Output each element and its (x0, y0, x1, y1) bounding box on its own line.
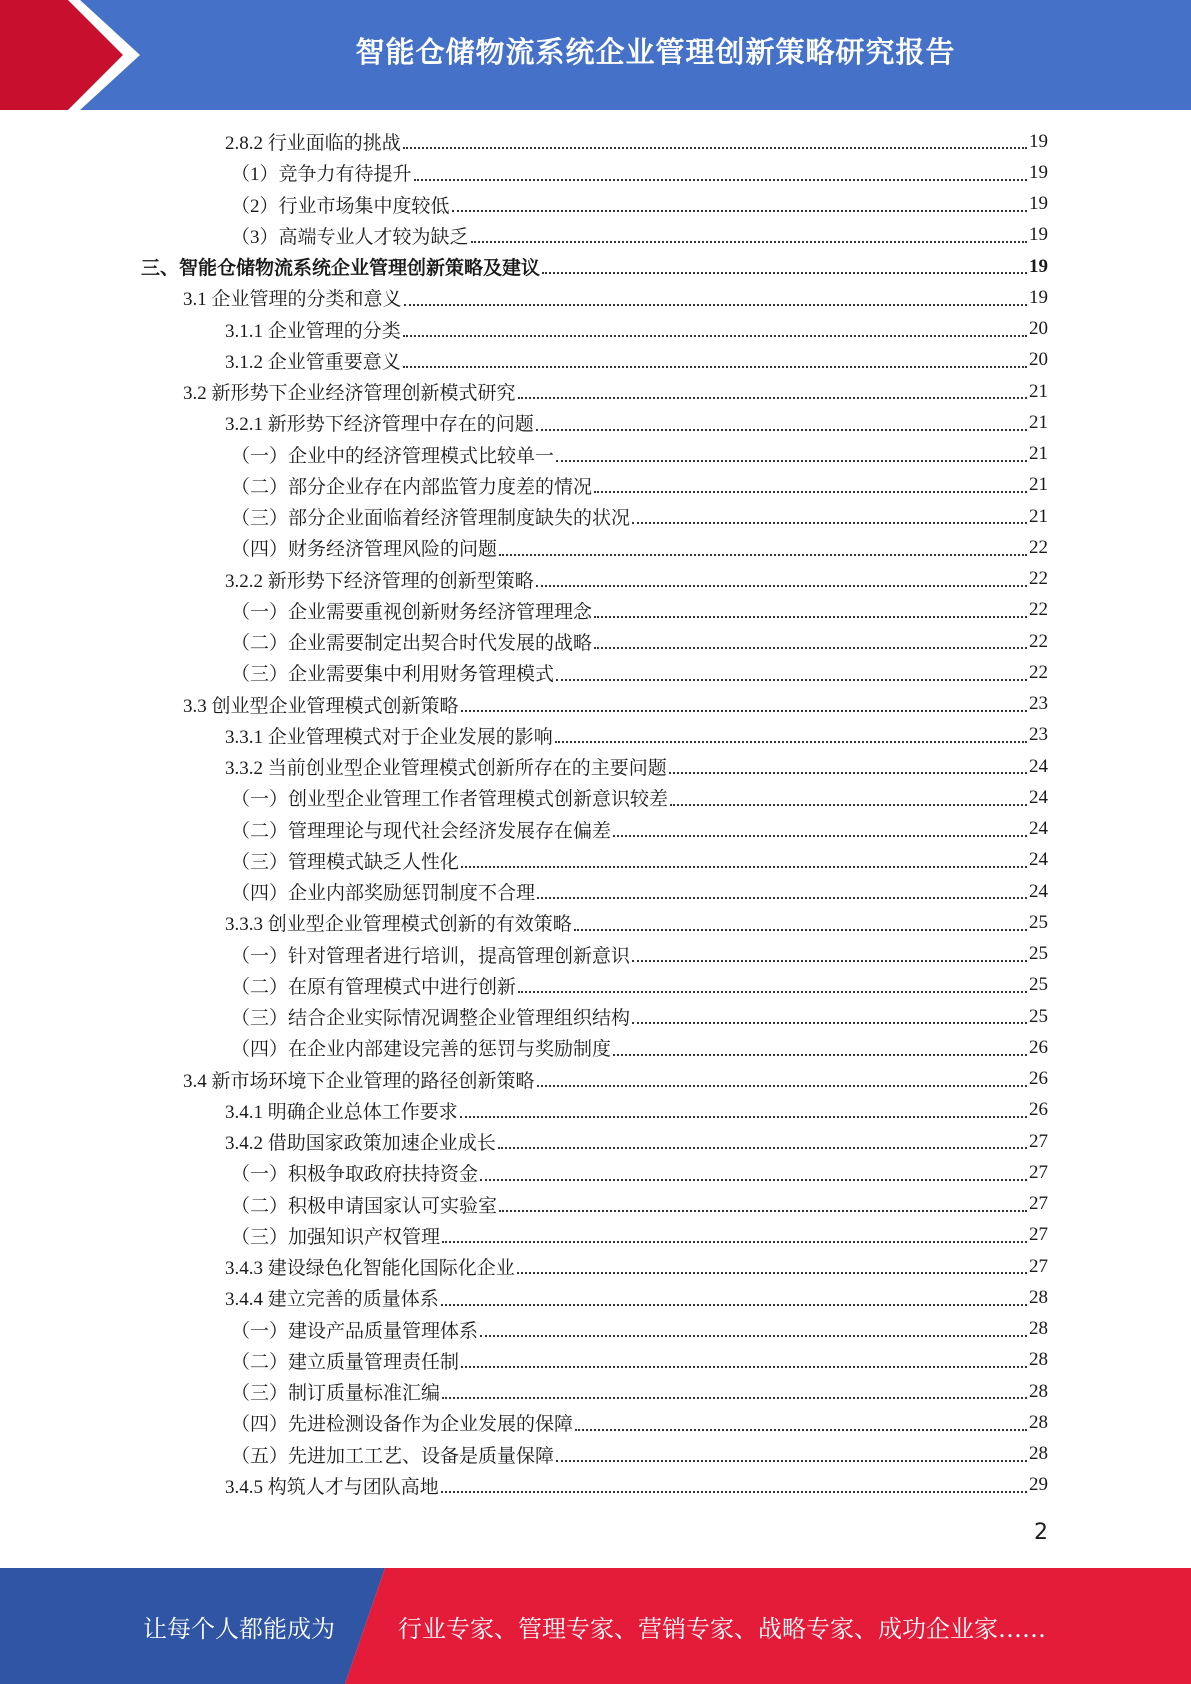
toc-dot-leader (499, 554, 1027, 556)
toc-dot-leader (669, 772, 1027, 774)
toc-dot-leader (480, 1335, 1027, 1337)
toc-entry-title: （一）企业中的经济管理模式比较单一 (231, 445, 555, 467)
toc-dot-leader (542, 272, 1027, 274)
toc-entry[interactable] (141, 1001, 1048, 1032)
toc-entry[interactable] (141, 1376, 1048, 1407)
toc-entry[interactable] (141, 1345, 1048, 1376)
toc-entry[interactable] (141, 1157, 1048, 1188)
toc-entry-page: 24 (1029, 849, 1048, 871)
toc-entry-page: 27 (1029, 1130, 1048, 1152)
toc-dot-leader (670, 804, 1027, 806)
toc-entry-page: 23 (1029, 693, 1048, 715)
toc-entry-title: 三、智能仓储物流系统企业管理创新策略及建议 (141, 258, 541, 280)
toc-entry-title: （一）积极争取政府扶持资金 (231, 1164, 479, 1186)
toc-dot-leader (461, 710, 1027, 712)
toc-entry[interactable] (141, 126, 1048, 157)
toc-entry-page: 25 (1029, 1005, 1048, 1027)
toc-dot-leader (403, 366, 1027, 368)
toc-entry-title: （四）先进检测设备作为企业发展的保障 (231, 1414, 574, 1436)
toc-entry-page: 27 (1029, 1224, 1048, 1246)
toc-entry-page: 28 (1029, 1349, 1048, 1371)
toc-entry-page: 25 (1029, 974, 1048, 996)
toc-entry-title: 3.2.1 新形势下经济管理中存在的问题 (225, 414, 534, 436)
toc-entry-page: 22 (1029, 599, 1048, 621)
toc-entry[interactable] (141, 782, 1048, 813)
toc-entry[interactable] (141, 720, 1048, 751)
toc-entry[interactable] (141, 1470, 1048, 1501)
toc-entry-page: 19 (1029, 193, 1048, 215)
toc-entry-page: 21 (1029, 443, 1048, 465)
document-title: 智能仓储物流系统企业管理创新策略研究报告 (355, 34, 956, 69)
toc-entry-title: 2.8.2 行业面临的挑战 (225, 133, 401, 155)
toc-entry-title: （二）部分企业存在内部监管力度差的情况 (231, 476, 593, 498)
toc-entry-page: 24 (1029, 880, 1048, 902)
toc-entry[interactable] (141, 845, 1048, 876)
page-header (0, 0, 1191, 110)
toc-entry-title: （三）部分企业面临着经济管理制度缺失的状况 (231, 508, 631, 530)
toc-dot-leader (555, 741, 1027, 743)
toc-entry[interactable] (141, 470, 1048, 501)
toc-entry[interactable] (141, 157, 1048, 188)
toc-entry-page: 24 (1029, 786, 1048, 808)
toc-dot-leader (403, 335, 1027, 337)
toc-entry-page: 22 (1029, 661, 1048, 683)
toc-entry-title: （一）建设产品质量管理体系 (231, 1320, 479, 1342)
toc-entry[interactable] (141, 532, 1048, 563)
toc-entry-page: 20 (1029, 318, 1048, 340)
toc-dot-leader (537, 897, 1027, 899)
toc-dot-leader (613, 1054, 1027, 1056)
toc-entry-page: 28 (1029, 1443, 1048, 1465)
toc-dot-leader (452, 210, 1027, 212)
toc-dot-leader (594, 491, 1027, 493)
toc-entry[interactable] (141, 1439, 1048, 1470)
toc-entry-page: 19 (1029, 286, 1048, 308)
footer-slogan-right: 行业专家、管理专家、营销专家、战略专家、成功企业家…… (398, 1614, 1046, 1643)
toc-entry[interactable] (141, 345, 1048, 376)
toc-entry[interactable] (141, 189, 1048, 220)
toc-entry-title: （2）行业市场集中度较低 (231, 195, 450, 217)
toc-entry[interactable] (141, 501, 1048, 532)
toc-entry-page: 24 (1029, 755, 1048, 777)
toc-entry-page: 28 (1029, 1286, 1048, 1308)
toc-dot-leader (556, 679, 1027, 681)
toc-dot-leader (442, 1241, 1027, 1243)
toc-entry[interactable] (141, 626, 1048, 657)
toc-entry[interactable] (141, 1251, 1048, 1282)
toc-entry[interactable] (141, 314, 1048, 345)
toc-dot-leader (441, 1491, 1027, 1493)
toc-entry-title: （五）先进加工工艺、设备是质量保障 (231, 1445, 555, 1467)
toc-dot-leader (461, 1366, 1027, 1368)
toc-entry-page: 28 (1029, 1380, 1048, 1402)
toc-entry-title: （三）管理模式缺乏人性化 (231, 851, 460, 873)
toc-entry-title: 3.4.3 建设绿色化智能化国际化企业 (225, 1258, 515, 1280)
toc-dot-leader (441, 1304, 1027, 1306)
toc-dot-leader (461, 866, 1027, 868)
toc-entry[interactable] (141, 1189, 1048, 1220)
toc-entry-page: 28 (1029, 1318, 1048, 1340)
toc-dot-leader (632, 522, 1027, 524)
toc-entry-page: 21 (1029, 505, 1048, 527)
toc-entry[interactable] (141, 1314, 1048, 1345)
toc-entry-title: （三）加强知识产权管理 (231, 1226, 441, 1248)
toc-entry-title: 3.3.2 当前创业型企业管理模式创新所存在的主要问题 (225, 758, 667, 780)
toc-dot-leader (536, 429, 1027, 431)
toc-entry-page: 25 (1029, 911, 1048, 933)
toc-entry-title: 3.4.1 明确企业总体工作要求 (225, 1101, 458, 1123)
toc-entry-title: （四）财务经济管理风险的问题 (231, 539, 498, 561)
toc-entry-page: 26 (1029, 1068, 1048, 1090)
toc-dot-leader (518, 991, 1027, 993)
toc-entry-page: 27 (1029, 1161, 1048, 1183)
toc-entry-page: 22 (1029, 568, 1048, 590)
toc-dot-leader (460, 1116, 1027, 1118)
toc-entry-page: 20 (1029, 349, 1048, 371)
toc-dot-leader (536, 585, 1027, 587)
toc-dot-leader (632, 1022, 1027, 1024)
toc-dot-leader (556, 1460, 1027, 1462)
toc-dot-leader (537, 1085, 1027, 1087)
toc-entry-title: 3.3.3 创业型企业管理模式创新的有效策略 (225, 914, 572, 936)
toc-entry-page: 27 (1029, 1255, 1048, 1277)
toc-entry-title: （三）企业需要集中利用财务管理模式 (231, 664, 555, 686)
toc-entry-title: （3）高端专业人才较为缺乏 (231, 226, 469, 248)
toc-entry-page: 22 (1029, 630, 1048, 652)
toc-entry-title: 3.3.1 企业管理模式对于企业发展的影响 (225, 726, 553, 748)
toc-entry-page: 21 (1029, 380, 1048, 402)
toc-entry-title: （一）企业需要重视创新财务经济管理理念 (231, 601, 593, 623)
toc-entry-title: （四）企业内部奖励惩罚制度不合理 (231, 883, 536, 905)
toc-dot-leader (575, 1429, 1027, 1431)
header-chevron-decoration (0, 0, 150, 110)
toc-entry[interactable] (141, 907, 1048, 938)
toc-entry-page: 19 (1029, 161, 1048, 183)
toc-entry-title: 3.1.2 企业管重要意义 (225, 351, 401, 373)
toc-entry-page: 28 (1029, 1411, 1048, 1433)
toc-entry-title: （二）管理理论与现代社会经济发展存在偏差 (231, 820, 612, 842)
toc-entry[interactable] (141, 1095, 1048, 1126)
toc-dot-leader (442, 1397, 1027, 1399)
toc-dot-leader (499, 1210, 1027, 1212)
toc-entry-page: 24 (1029, 818, 1048, 840)
toc-entry-title: （三）结合企业实际情况调整企业管理组织结构 (231, 1008, 631, 1030)
toc-dot-leader (404, 304, 1027, 306)
toc-entry-title: 3.3 创业型企业管理模式创新策略 (183, 695, 459, 717)
toc-entry[interactable] (141, 970, 1048, 1001)
toc-entry[interactable] (141, 1220, 1048, 1251)
toc-dot-leader (414, 179, 1027, 181)
toc-entry-page: 26 (1029, 1036, 1048, 1058)
toc-entry-page: 19 (1029, 255, 1048, 277)
toc-entry-page: 21 (1029, 474, 1048, 496)
toc-entry-page: 25 (1029, 943, 1048, 965)
toc-dot-leader (498, 1147, 1027, 1149)
toc-entry-page: 29 (1029, 1474, 1048, 1496)
toc-entry-title: 3.4 新市场环境下企业管理的路径创新策略 (183, 1070, 535, 1092)
toc-dot-leader (480, 1179, 1027, 1181)
toc-entry[interactable] (141, 220, 1048, 251)
toc-entry[interactable] (141, 939, 1048, 970)
toc-entry[interactable] (141, 1407, 1048, 1438)
toc-dot-leader (403, 147, 1027, 149)
toc-entry[interactable] (141, 439, 1048, 470)
toc-entry-title: 3.4.5 构筑人才与团队高地 (225, 1476, 439, 1498)
toc-entry-title: 3.2 新形势下企业经济管理创新模式研究 (183, 383, 516, 405)
toc-dot-leader (518, 397, 1027, 399)
toc-entry-page: 26 (1029, 1099, 1048, 1121)
toc-entry[interactable] (141, 689, 1048, 720)
toc-entry-title: 3.4.2 借助国家政策加速企业成长 (225, 1133, 496, 1155)
table-of-contents (141, 126, 1048, 1501)
toc-dot-leader (556, 460, 1027, 462)
footer-slogan-left: 让每个人都能成为 (143, 1614, 335, 1643)
toc-entry-title: （1）竞争力有待提升 (231, 164, 412, 186)
toc-dot-leader (471, 241, 1027, 243)
toc-entry[interactable] (141, 564, 1048, 595)
toc-entry-title: （一）针对管理者进行培训，提高管理创新意识 (231, 945, 631, 967)
toc-dot-leader (517, 1272, 1027, 1274)
toc-entry-title: 3.1.1 企业管理的分类 (225, 320, 401, 342)
toc-entry-page: 19 (1029, 130, 1048, 152)
toc-entry-title: （二）企业需要制定出契合时代发展的战略 (231, 633, 593, 655)
toc-entry-title: 3.1 企业管理的分类和意义 (183, 289, 402, 311)
toc-dot-leader (632, 960, 1027, 962)
toc-entry[interactable] (141, 814, 1048, 845)
toc-entry-title: （二）在原有管理模式中进行创新 (231, 976, 517, 998)
toc-entry[interactable] (141, 1282, 1048, 1313)
toc-dot-leader (594, 616, 1027, 618)
toc-entry[interactable] (141, 876, 1048, 907)
toc-entry[interactable] (141, 376, 1048, 407)
toc-entry[interactable] (141, 1064, 1048, 1095)
toc-entry[interactable] (141, 657, 1048, 688)
toc-entry-page: 21 (1029, 411, 1048, 433)
toc-entry-title: （一）创业型企业管理工作者管理模式创新意识较差 (231, 789, 669, 811)
toc-dot-leader (594, 647, 1027, 649)
toc-entry-title: 3.2.2 新形势下经济管理的创新型策略 (225, 570, 534, 592)
toc-entry[interactable] (141, 251, 1048, 282)
toc-entry[interactable] (141, 407, 1048, 438)
toc-dot-leader (613, 835, 1027, 837)
toc-entry[interactable] (141, 282, 1048, 313)
toc-entry[interactable] (141, 751, 1048, 782)
toc-entry-title: （四）在企业内部建设完善的惩罚与奖励制度 (231, 1039, 612, 1061)
page-number: 2 (1034, 1520, 1048, 1545)
toc-entry-page: 23 (1029, 724, 1048, 746)
toc-dot-leader (574, 929, 1027, 931)
toc-entry[interactable] (141, 1032, 1048, 1063)
page-footer (0, 1568, 1191, 1684)
toc-entry-title: （二）积极申请国家认可实验室 (231, 1195, 498, 1217)
toc-entry-title: （三）制订质量标准汇编 (231, 1383, 441, 1405)
toc-entry-title: （二）建立质量管理责任制 (231, 1351, 460, 1373)
toc-entry-page: 27 (1029, 1193, 1048, 1215)
toc-entry-title: 3.4.4 建立完善的质量体系 (225, 1289, 439, 1311)
toc-entry[interactable] (141, 1126, 1048, 1157)
toc-entry[interactable] (141, 595, 1048, 626)
toc-entry-page: 19 (1029, 224, 1048, 246)
toc-entry-page: 22 (1029, 536, 1048, 558)
